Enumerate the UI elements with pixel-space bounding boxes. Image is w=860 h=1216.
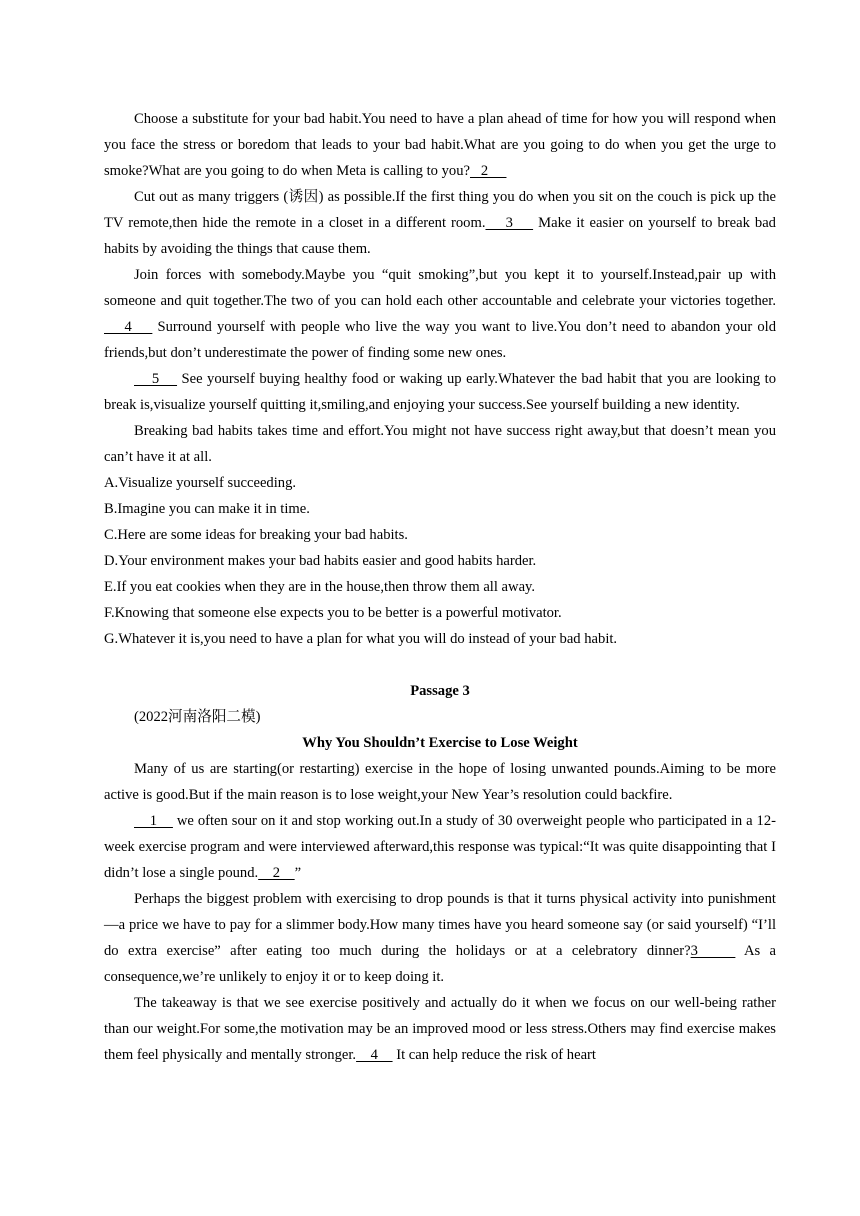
section1-paragraph	[104, 262, 776, 366]
answer-option: F.Knowing that someone else expects you to be better is a powerful motivator.	[104, 605, 562, 621]
paragraph-text: ”	[294, 865, 302, 881]
section1-paragraph	[104, 366, 776, 418]
answer-blank: 4	[104, 319, 153, 335]
passage3-paragraph	[104, 808, 776, 886]
paragraph-text: See yourself buying healthy food or waking up early.Whatever the bad habit that you are looking to break is,visualize yourself quitting it,smiling,and enjoying your success.See yourself building a new identity.	[104, 371, 776, 413]
passage3-paragraph	[104, 756, 776, 808]
passage3-paragraphs	[104, 756, 776, 1068]
answer-option: E.If you eat cookies when they are in the house,then throw them all away.	[104, 579, 536, 595]
passage3-paragraph	[104, 886, 776, 990]
section1-paragraph	[104, 184, 776, 262]
answer-option: A.Visualize yourself succeeding.	[104, 475, 297, 491]
paragraph-text: Breaking bad habits takes time and effort.You might not have success right away,but that doesn’t mean you can’t have it at all.	[104, 423, 776, 465]
paragraph-text: Many of us are starting(or restarting) exercise in the hope of losing unwanted pounds.Aiming to be more active is good.But if the main reason is to lose weight,your New Year’s resolution could backfire.	[104, 761, 776, 803]
paragraph-text: As a consequence,we’re unlikely to enjoy it or to keep doing it.	[104, 943, 777, 985]
answer-blank: 2	[258, 865, 295, 881]
answer-option: G.Whatever it is,you need to have a plan for what you will do instead of your bad habit.	[104, 631, 618, 647]
paragraph-text: Cut out as many triggers (诱因) as possible.If the first thing you do when you sit on the couch is pick up the TV remote,then hide the remote in a closet in a different room.	[104, 189, 776, 231]
passage-title: Why You Shouldn’t Exercise to Lose Weight	[302, 735, 578, 751]
paragraph-text: The takeaway is that we see exercise positively and actually do it when we focus on our well-being rather than our weight.For some,the motivation may be an improved mood or less stress.Others may find exercise makes them feel physically and mentally stronger.	[104, 995, 776, 1063]
answer-options	[104, 470, 776, 652]
answer-blank: 2	[469, 163, 507, 179]
answer-blank: 4	[356, 1047, 393, 1063]
paragraph-text: Surround yourself with people who live the way you want to live.You don’t need to abandon your old friends,but don’t underestimate the power of finding some new ones.	[104, 319, 776, 361]
answer-option: C.Here are some ideas for breaking your bad habits.	[104, 527, 408, 543]
paragraph-text: Perhaps the biggest problem with exercising to drop pounds is that it turns physical activity into punishment—a price we have to pay for a slimmer body.How many times have you heard someone say (or said yourself) “I’ll do extra exercise” after eating too much during the holidays or at a celebratory dinner?	[104, 891, 776, 959]
answer-blank: 1	[134, 813, 173, 829]
paragraph-text: Choose a substitute for your bad habit.You need to have a plan ahead of time for how you will respond when you face the stress or boredom that leads to your bad habit.What are you going to do when you get the urge to smoke?What are you going to do when Meta is calling to you?	[104, 111, 776, 179]
paragraph-text: Join forces with somebody.Maybe you “quit smoking”,but you kept it to yourself.Instead,pair up with someone and quit together.The two of you can hold each other accountable and celebrate your victories together.	[104, 267, 776, 309]
document-page	[104, 106, 776, 1068]
answer-option: B.Imagine you can make it in time.	[104, 501, 310, 517]
answer-blank: 5	[134, 371, 178, 387]
section1-paragraph	[104, 418, 776, 470]
spacer	[104, 652, 776, 678]
answer-option: D.Your environment makes your bad habits easier and good habits harder.	[104, 553, 537, 569]
paragraph-text: It can help reduce the risk of heart	[392, 1047, 596, 1063]
paragraph-text: we often sour on it and stop working out.In a study of 30 overweight people who participated in a 12-week exercise program and were interviewed afterward,this response was typical:“It was quite disappointing that I didn’t lose a single pound.	[104, 813, 777, 881]
answer-blank: 3	[485, 215, 534, 231]
passage3-paragraph	[104, 990, 776, 1068]
section1-paragraphs	[104, 106, 776, 470]
passage-heading: Passage 3	[410, 683, 470, 699]
paragraph-text: Make it easier on yourself to break bad habits by avoiding the things that cause them.	[104, 215, 776, 257]
answer-blank: 3	[690, 943, 736, 959]
section1-paragraph	[104, 106, 776, 184]
passage-source: (2022河南洛阳二模)	[134, 709, 261, 725]
